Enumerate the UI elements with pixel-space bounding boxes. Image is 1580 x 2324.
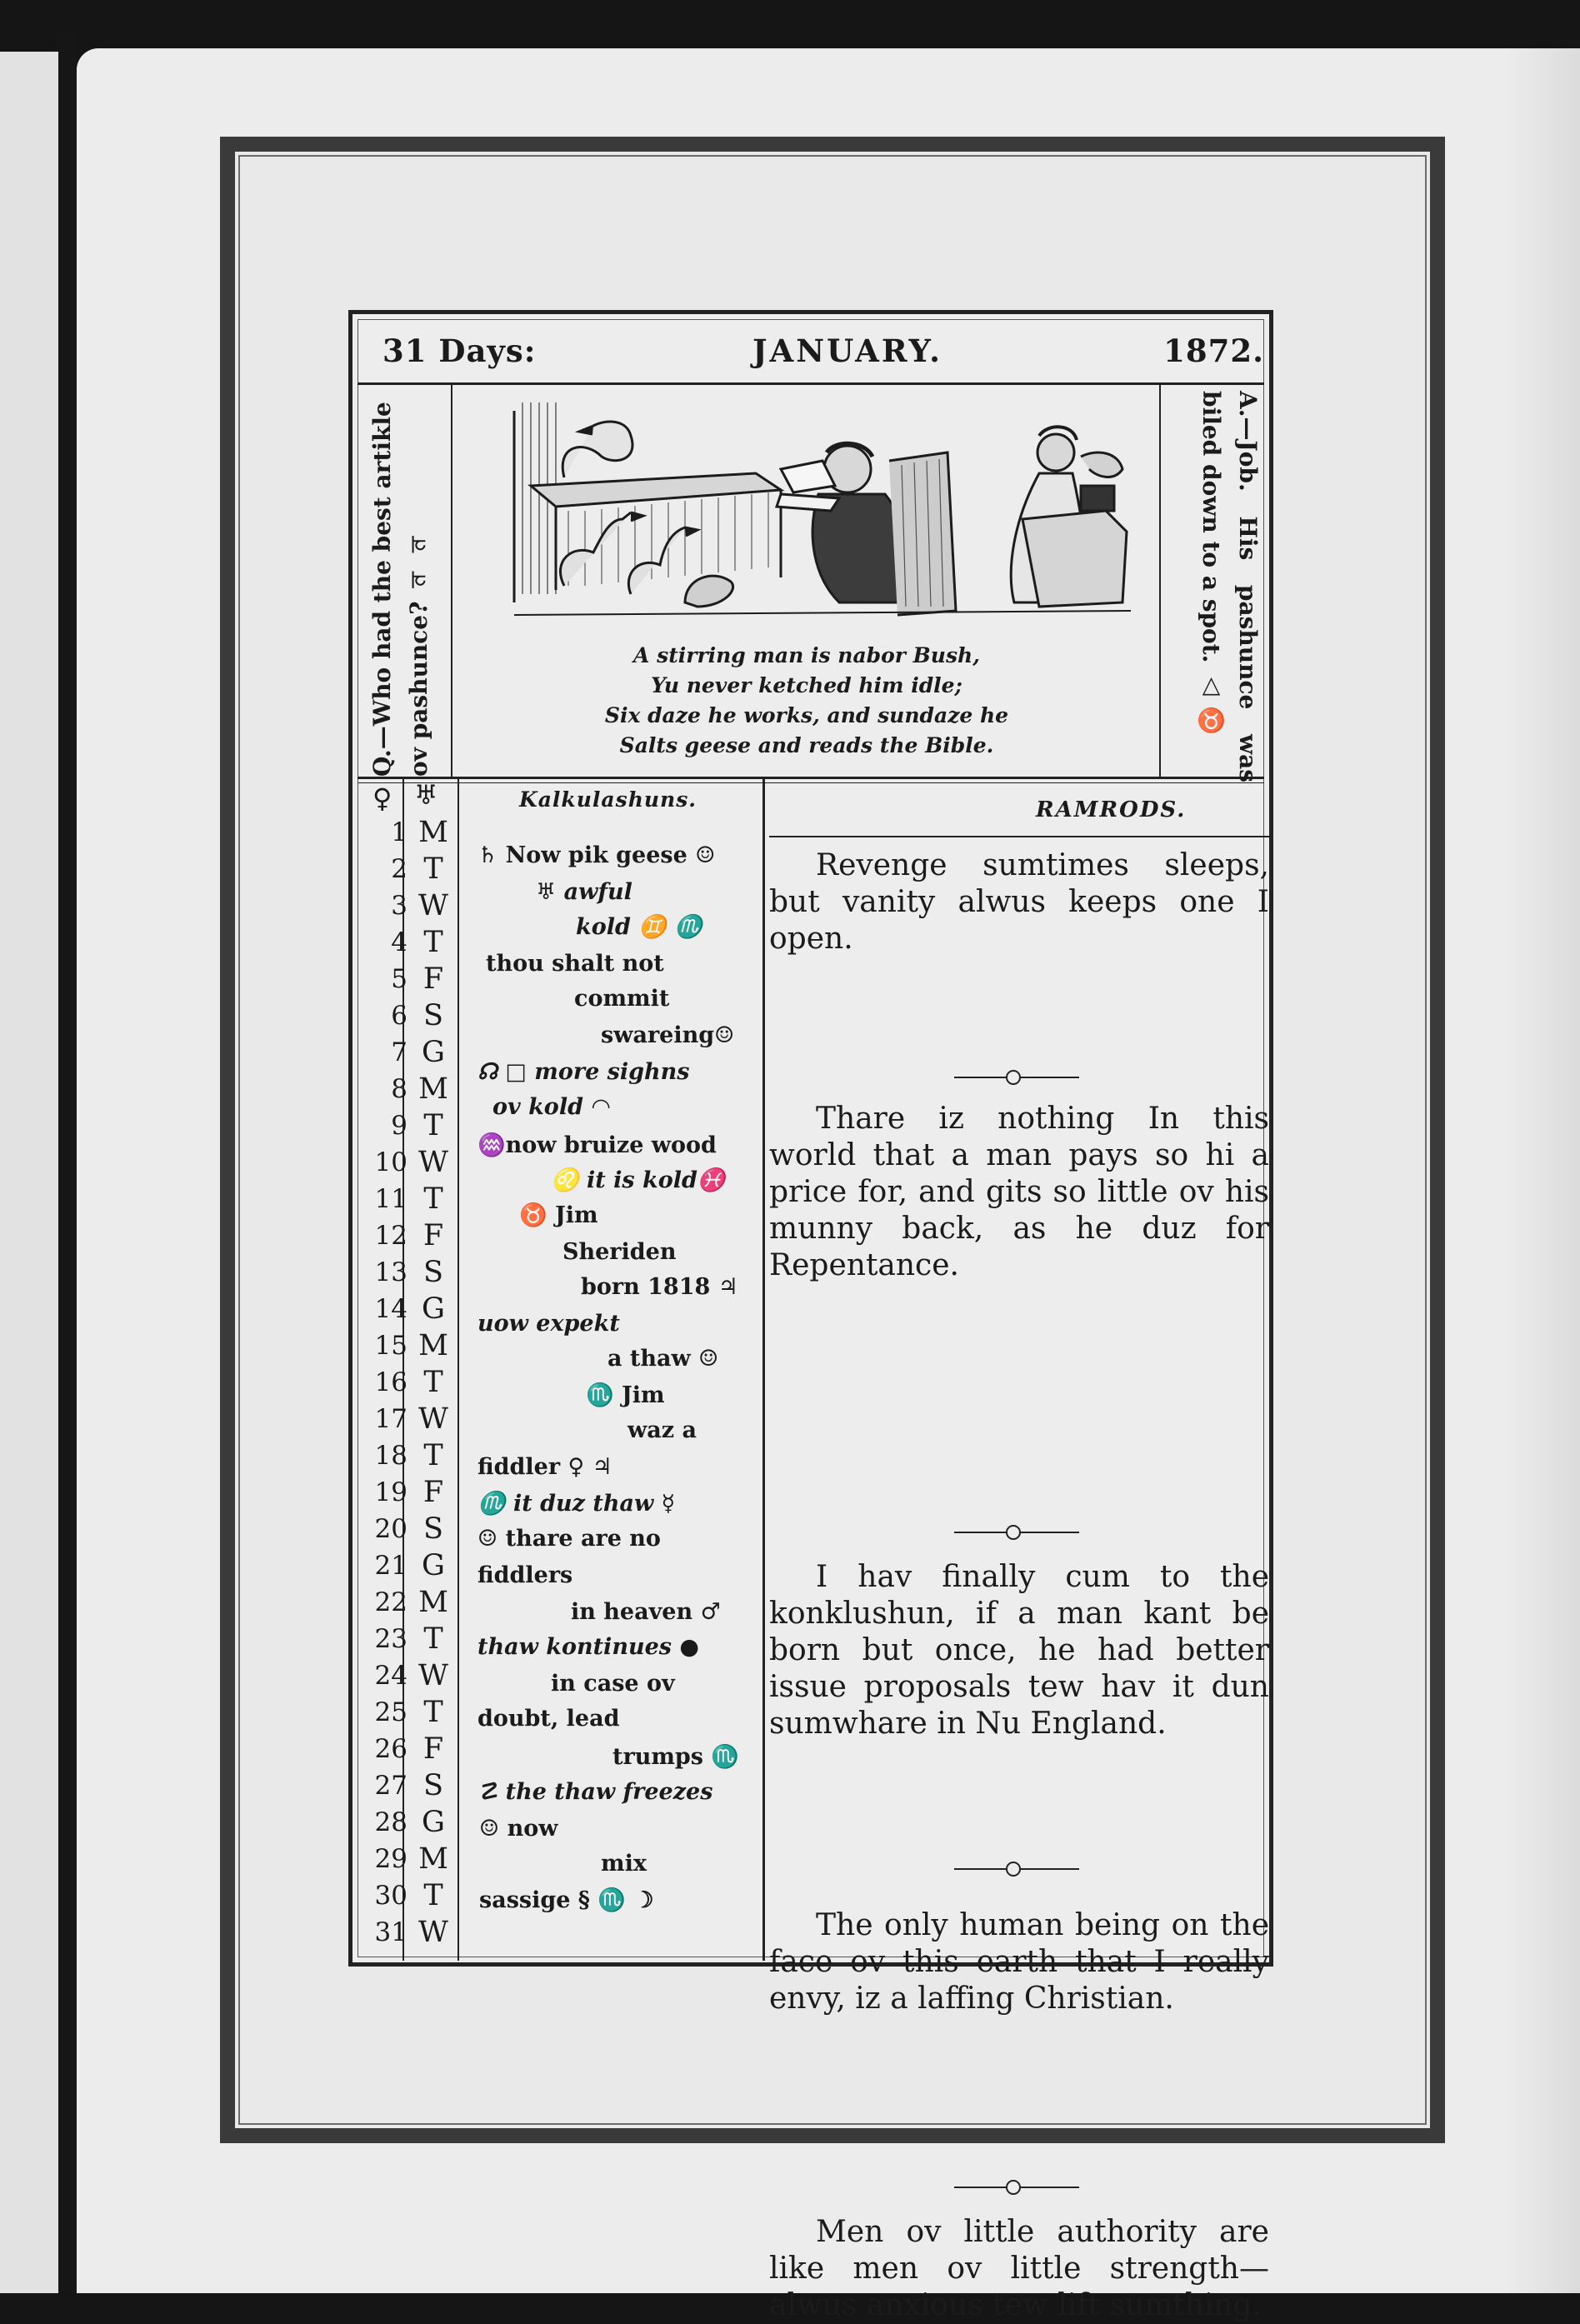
day-number: 25	[374, 1697, 408, 1727]
day-letter: T	[423, 1439, 443, 1472]
divider-ring	[1006, 2180, 1021, 2195]
ramrods-header: RAMRODS.	[1036, 797, 1187, 822]
kalkulashun-line: ☊ □ more sighns	[478, 1059, 690, 1085]
day-number: 19	[374, 1477, 408, 1507]
year-label: 1872.	[1163, 332, 1264, 369]
day-number: 27	[374, 1771, 408, 1801]
ornamental-divider	[954, 1857, 1079, 1879]
day-letter: T	[423, 1696, 443, 1729]
kalkulashun-line: waz a	[628, 1417, 697, 1443]
kalkulashuns-header: Kalkulashuns.	[519, 787, 697, 812]
day-letter: W	[418, 1659, 448, 1692]
day-number: 30	[374, 1881, 408, 1911]
kalkulashun-line: ov kold ◠	[492, 1094, 611, 1120]
month-title: JANUARY.	[752, 332, 943, 369]
day-number: 17	[374, 1404, 408, 1434]
days-count: 31 Days:	[382, 332, 537, 369]
day-number: 22	[374, 1587, 408, 1617]
day-number: 21	[374, 1551, 408, 1581]
day-letter: T	[423, 1182, 443, 1216]
kalkulashun-line: swareing☺	[601, 1022, 735, 1048]
day-letter: M	[418, 1842, 448, 1876]
day-letter: S	[423, 1256, 443, 1289]
divider-ring	[1006, 1525, 1021, 1540]
day-letter: W	[418, 889, 448, 922]
day-letter: S	[423, 1769, 443, 1802]
day-number: 23	[374, 1624, 408, 1654]
page-shadow	[1505, 48, 1580, 2293]
woodcut-illustration	[506, 394, 1139, 636]
verse-line: A stirring man is nabor Bush,	[633, 643, 980, 667]
kalkulashun-line: commit	[574, 986, 670, 1012]
col-rule-3	[762, 779, 765, 1961]
verse-line: Six daze he works, and sundaze he	[604, 703, 1009, 727]
day-number: 18	[374, 1441, 408, 1471]
col-rule-2	[458, 779, 459, 1961]
side-rule-left	[451, 385, 452, 778]
day-letter: G	[422, 1549, 445, 1582]
kalkulashun-line: mix	[601, 1851, 647, 1877]
ramrod-saying: I hav finally cum to the konklushun, if a man kant be born but once, he had better issue proposals tew hav it dun sumwhare in Nu England.	[769, 1560, 1269, 1741]
day-letter: S	[423, 999, 443, 1032]
kalkulashun-line: fiddler ♀ ♃	[478, 1454, 612, 1480]
day-number: 6	[391, 1001, 408, 1031]
kalkulashun-line: born 1818 ♃	[581, 1274, 738, 1300]
day-number: 31	[374, 1917, 408, 1947]
day-letter: G	[422, 1806, 445, 1839]
kalkulashun-line: ♄ Now pik geese ☺	[478, 842, 716, 868]
kalkulashun-line: ♌ it is kold♓	[551, 1167, 726, 1193]
kalkulashun-line: sassige § ♏ ☽	[479, 1887, 654, 1913]
day-number: 28	[374, 1807, 408, 1837]
ornamental-divider	[954, 2176, 1079, 2197]
day-number: 4	[391, 927, 408, 957]
kalkulashun-line: a thaw ☺	[608, 1346, 719, 1372]
day-number: 2	[391, 854, 408, 884]
kalkulashun-line: ☺ thare are no	[478, 1526, 661, 1552]
kalkulashun-line: ♏ it duz thaw ☿	[478, 1491, 676, 1517]
day-letter: T	[423, 1622, 443, 1656]
day-number: 12	[374, 1221, 408, 1251]
divider-ring	[1006, 1862, 1021, 1877]
day-letter: T	[423, 1109, 443, 1142]
day-letter: G	[422, 1036, 445, 1069]
venus-column-header: ♀	[372, 782, 392, 814]
calendar-box	[348, 310, 1273, 2322]
kalkulashun-line: Sheriden	[562, 1239, 677, 1265]
side-answer: A.—Job. His pashunce was biled down to a spot. △ ♉	[1198, 391, 1262, 782]
ramrod-saying: The only human being on the face ov this earth that I really envy, iz a laffing Christian.	[769, 1908, 1269, 2016]
day-number: 7	[391, 1037, 408, 1067]
verse	[469, 641, 1144, 761]
weekday-column-header: ♅	[414, 779, 438, 811]
day-letter: T	[423, 852, 443, 886]
day-letter: F	[422, 962, 444, 996]
day-number: 14	[374, 1294, 408, 1324]
day-letter: M	[418, 1586, 448, 1619]
day-letter: W	[418, 1402, 448, 1436]
kalkulashun-line: ♒now bruize wood	[478, 1132, 717, 1158]
day-letter: F	[422, 1219, 444, 1252]
day-number: 5	[391, 964, 408, 994]
day-number: 20	[374, 1514, 408, 1544]
day-letter: M	[418, 816, 448, 849]
left-page-edge	[0, 52, 58, 2293]
day-number: 24	[374, 1661, 408, 1691]
table-top-rule	[358, 777, 1264, 779]
book-gutter	[58, 33, 77, 2293]
day-number: 10	[374, 1147, 408, 1177]
kalkulashun-line: in heaven ♂	[571, 1599, 721, 1625]
ramrod-saying: Thare iz nothing In this world that a man pays so hi a price for, and gits so little ov his munny back, as he duz for Repentance.	[769, 1102, 1269, 1282]
day-number: 16	[374, 1367, 408, 1397]
verse-line: Salts geese and reads the Bible.	[619, 733, 994, 757]
day-number: 1	[391, 817, 408, 847]
day-number: 13	[374, 1257, 408, 1287]
kalkulashun-line: thaw kontinues ●	[478, 1634, 699, 1660]
day-letter: W	[418, 1146, 448, 1179]
day-number: 26	[374, 1734, 408, 1764]
kalkulashun-line: doubt, lead	[478, 1706, 620, 1732]
day-letter: W	[418, 1916, 448, 1949]
day-number: 9	[391, 1111, 408, 1141]
header-rule	[358, 382, 1264, 385]
ramrod-saying: Men ov little authority are like men ov little strength—alwus anxious tew lift sumthing.	[769, 2215, 1269, 2322]
ramrod-saying: Revenge sumtimes sleeps, but vanity alwus keeps one I open.	[769, 848, 1269, 956]
day-letter: F	[422, 1476, 444, 1509]
day-number: 29	[374, 1844, 408, 1874]
ornamental-divider	[954, 1066, 1079, 1087]
day-letter: M	[418, 1329, 448, 1362]
day-letter: S	[423, 1512, 443, 1546]
kalkulashun-line: ♏ Jim	[586, 1382, 665, 1408]
kalkulashun-line: fiddlers	[478, 1562, 573, 1588]
side-question: Q.—Who had the best artikle ov pashunce? ♃ ♃	[368, 402, 432, 777]
kalkulashun-line: ♉ Jim	[519, 1202, 598, 1228]
kalkulashun-line: in case ov	[551, 1671, 675, 1697]
day-letter: T	[423, 1879, 443, 1912]
kalkulashun-line: ☡ the thaw freezes	[478, 1779, 713, 1805]
kalkulashun-line: uow expekt	[478, 1311, 620, 1337]
day-letter: T	[423, 1366, 443, 1399]
day-letter: G	[422, 1292, 445, 1326]
divider-ring	[1006, 1070, 1021, 1085]
day-number: 15	[374, 1331, 408, 1361]
day-letter: M	[418, 1072, 448, 1106]
day-number: 8	[391, 1074, 408, 1104]
side-rule-right	[1159, 385, 1161, 778]
kalkulashun-line: kold ♊ ♏	[576, 914, 702, 940]
kalkulashun-line: trumps ♏	[612, 1744, 739, 1770]
day-letter: T	[423, 926, 443, 959]
ramrods-header-rule	[769, 836, 1269, 837]
table-top-rule-thin	[358, 782, 1264, 783]
ornamental-divider	[954, 1521, 1079, 1542]
day-letter: F	[422, 1732, 444, 1766]
kalkulashun-line: thou shalt not	[486, 951, 664, 977]
kalkulashun-line: ♅ awful	[536, 879, 632, 905]
verse-line: Yu never ketched him idle;	[651, 673, 962, 697]
day-number: 3	[391, 891, 408, 921]
day-number: 11	[374, 1184, 408, 1214]
kalkulashun-line: ☺ now	[479, 1816, 558, 1842]
